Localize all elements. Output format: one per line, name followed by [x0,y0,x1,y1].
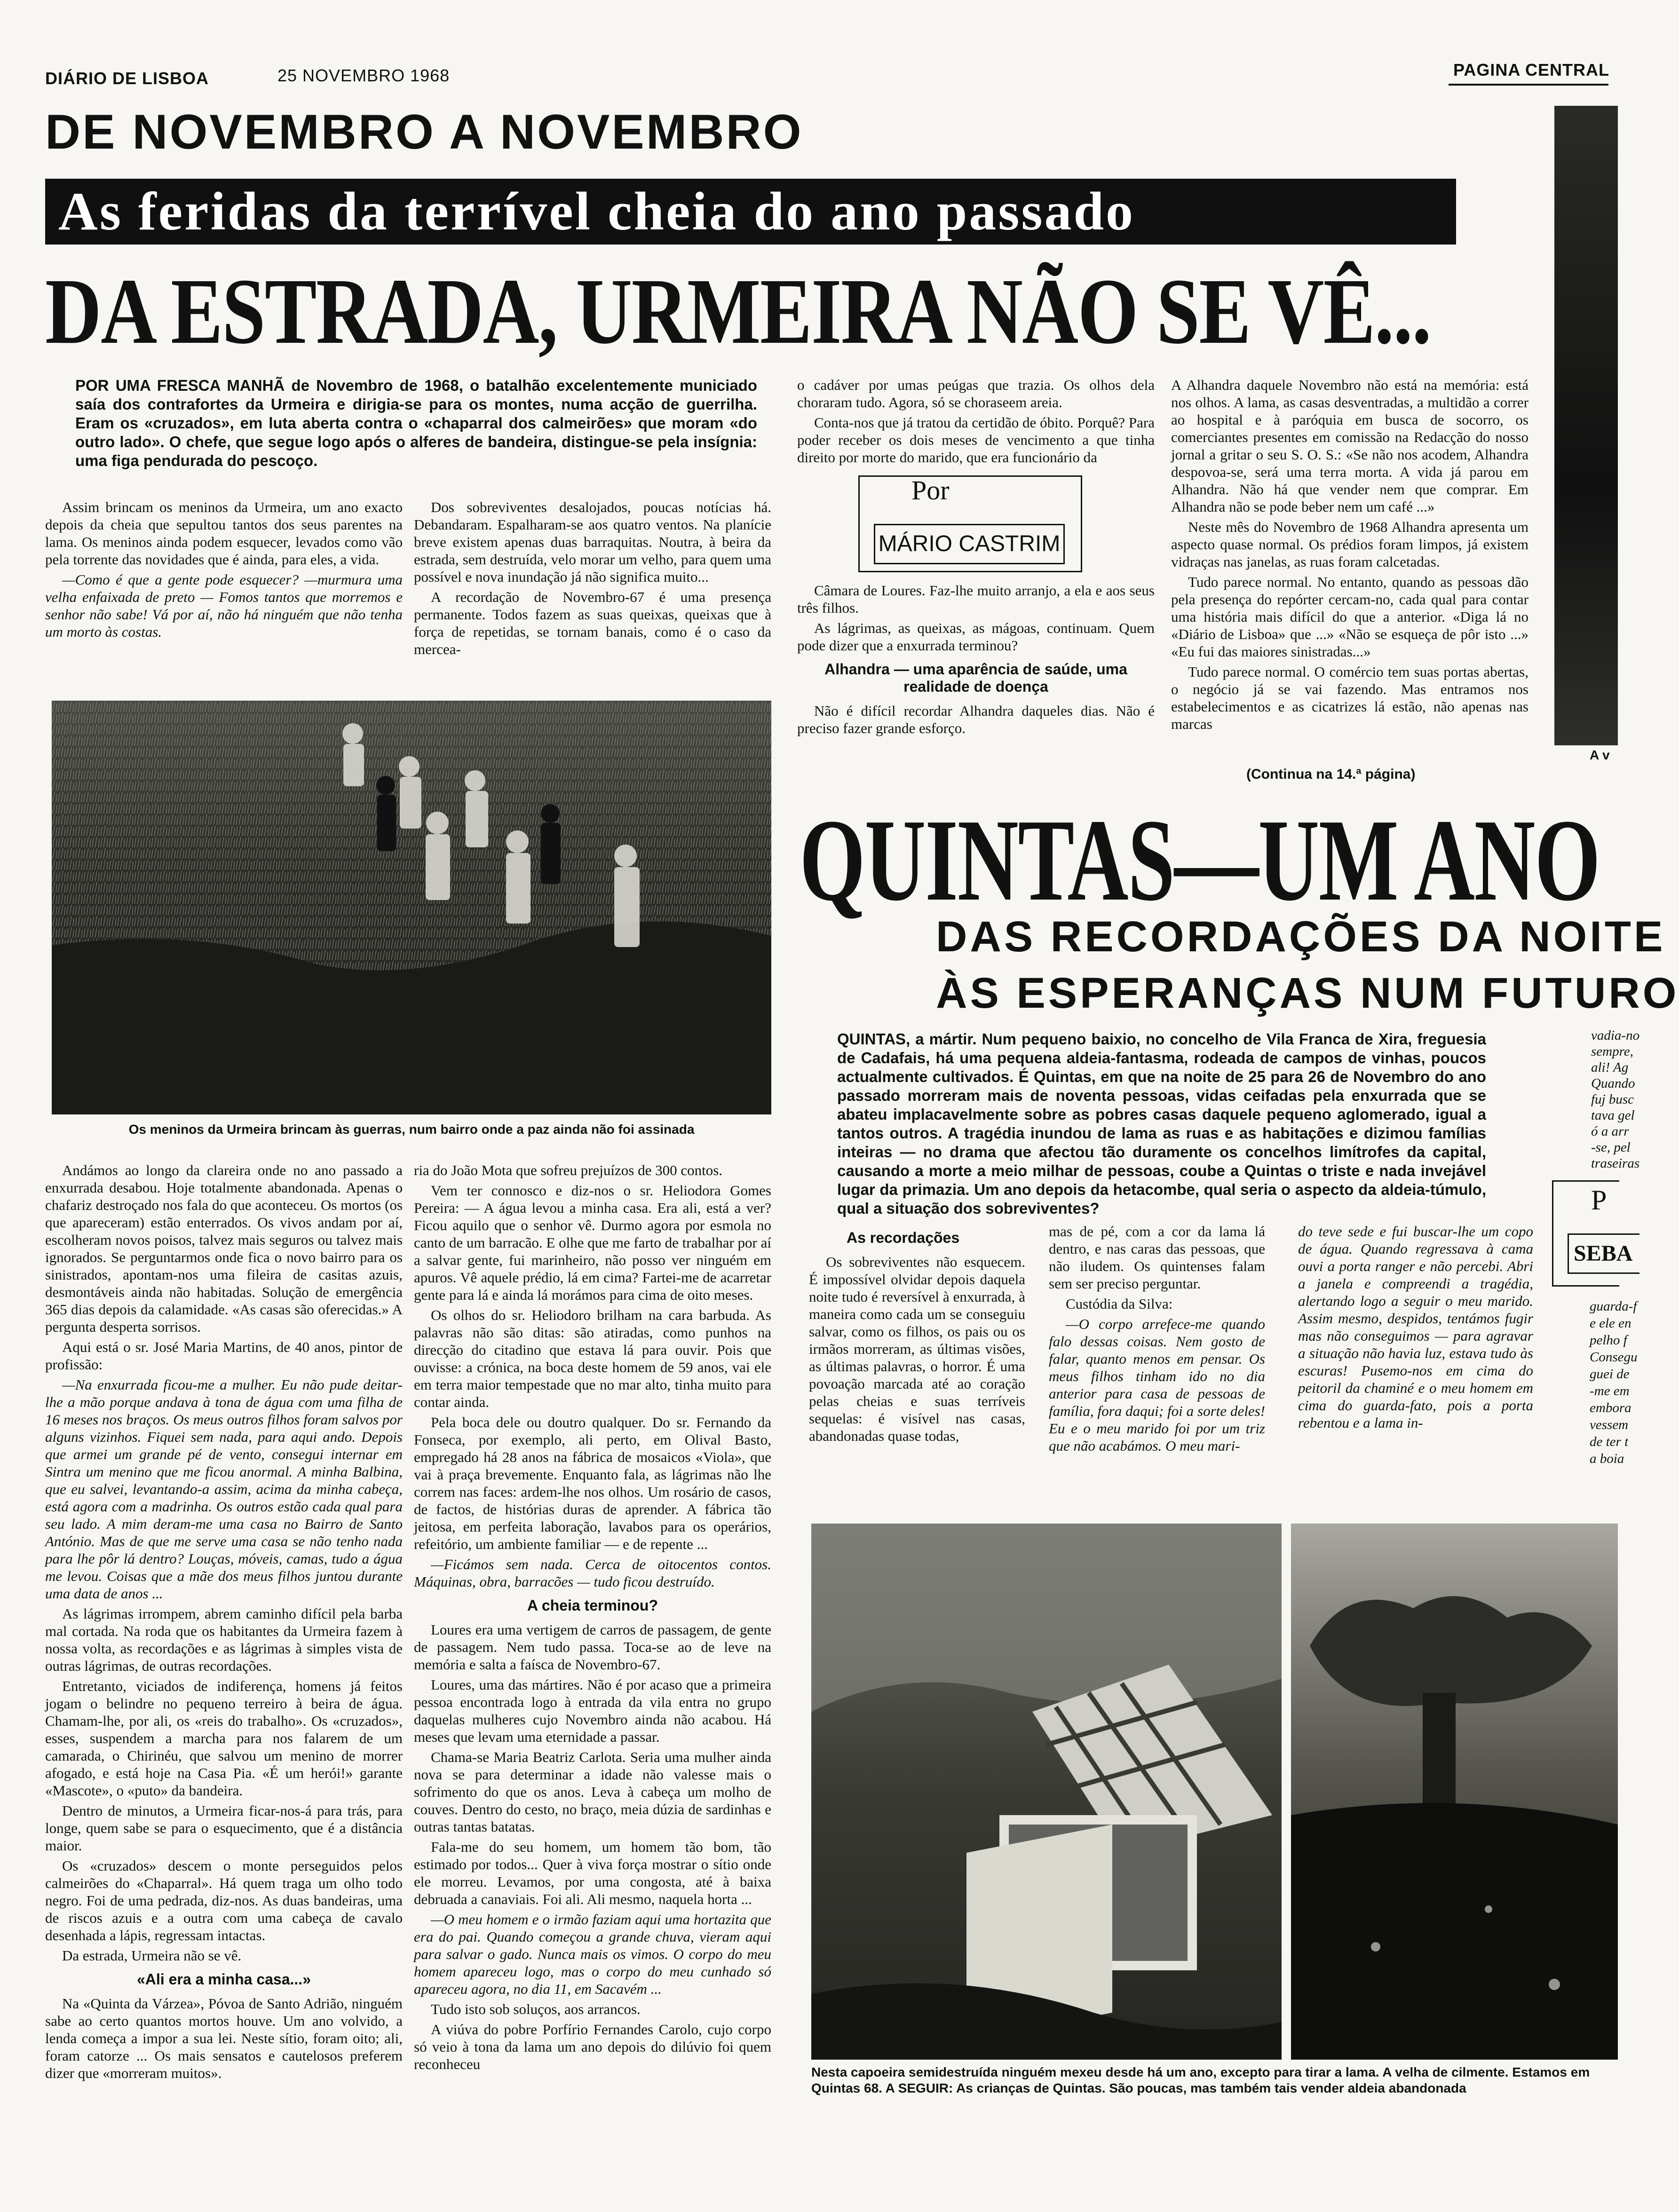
col1-paragraph: Assim brincam os meninos da Urmeira, um ano exacto depois da cheia que sepultou tantos dos seus parentes na lama. Os meninos ainda podem esquecer, levados como vão pela torrente das novidades que é ainda, para eles, a vida. [45,499,403,568]
edge-line: vessem [1590,1417,1629,1432]
edge-line: -me em [1590,1383,1630,1398]
issue-date: 25 NOVEMBRO 1968 [277,66,450,85]
lower2-paragraph: Chama-se Maria Beatriz Carlota. Seria uma mulher ainda nova se para determinar a idade não valesse mais o sofrimento do que os anos. Leva à cabeça um molho de couves. Dentro do cesto, no braço, meia dúzia de sardinhas e outras tantas batatas. [414,1749,771,1835]
lower2-paragraph: Loures era uma vertigem de carros de passagem, de gente de passagem. Nem tudo passa. Toca-se ao de leve na memória e salta a faísca de Novembro-67. [414,1621,771,1673]
edge-line: guarda-f [1590,1299,1637,1314]
edge-byline-box [1552,1180,1633,1287]
edge-line: a boia [1590,1451,1624,1466]
quintas-paragraph: mas de pé, com a cor da lama lá dentro, e nas caras das pessoas, que não iludem. Os quintenses falam sem ser preciso perguntar. [1049,1223,1265,1292]
lower2-paragraph: Vem ter connosco e diz-nos o sr. Heliodora Gomes Pereira: — A água levou a minha casa. Era ali, está a ver? Ficou aquilo que o senhor vê. Durmo agora por esmola no canto de um barracão. E olhe que me farto de trabalhar por aí a salvar gente, fui marinheiro, não posso ver ninguém em apuros. Vê aquele prédio, lá em cima? Fartei-me de acarretar gente para lá e ainda lá morámos para cima de oito meses. [414,1182,771,1303]
photo-henhouse-graphic [811,1524,1282,2060]
lower1-subheading: «Ali era a minha casa...» [137,1971,311,1988]
paper-name: DIÁRIO DE LISBOA [45,69,209,88]
edge-photo [1554,106,1618,745]
edge-column [1591,1027,1640,1171]
lower2-paragraph: —O meu homem e o irmão faziam aqui uma hortazita que era do pai. Quando começou a grande chuva, vieram aqui para salvar o gado. Nunca mais os vimos. O corpo do meu homem apareceu logo, mas o corpo do meu cunhado só apareceu agora, no dia 11, em Sacavém ... [414,1911,771,1997]
col4-paragraph: Tudo parece normal. O comércio tem suas portas abertas, o negócio já se vai fazendo. Mas entramos nos estabelecimentos e as cicatrizes lá estão, não apenas nas marcas [1171,664,1529,732]
edge-line: vadia-no [1591,1028,1640,1043]
photo-boys-playing [52,701,771,1114]
col3-paragraph: Não é difícil recordar Alhandra daqueles dias. Não é preciso fazer grande esforço. [797,703,1155,736]
quintas-paragraph: —O corpo arrefece-me quando falo dessas coisas. Nem gosto de falar, quanto menos em pensar. Os meus filhos tinham ido no dia anterior para casa de pessoas de família, fora daqui; foi a sorte deles! Eu e o meu marido foi por um triz que não acabámos. O meu mari- [1049,1316,1265,1454]
quintas-deck-2: ÀS ESPERANÇAS NUM FUTURO [936,969,1679,1017]
lower2-paragraph: —Ficámos sem nada. Cerca de oitocentos contos. Máquinas, obra, barracões — tudo ficou destruído. [414,1556,771,1590]
col4-paragraph: Tudo parece normal. No entanto, quando as pessoas dão pela presença do repórter cercam-no, cada qual para contar uma história mais difícil do que a anterior. «Diga lá no «Diário de Lisboa» que ...» «Não se esqueça de pôr isto ...» «Eu fui das maiores sinistradas...» [1171,574,1529,660]
lower2-paragraph: Os olhos do sr. Heliodoro brilham na cara barbuda. As palavras não são ditas: são atiradas, como punhos na direcção do citadino que estava lá para ouvir. Pois que ouvisse: a crónica, na boca deste homem de 59 anos, vai ele em terra maior tempestade que no mar alto, tinha muito para contar ainda. [414,1307,771,1410]
quintas-lead: QUINTAS, a mártir. Num pequeno baixio, no concelho de Vila Franca de Xira, freguesia de Cadafais, há uma pequena aldeia-fantasma, rodeada de campos de vinhas, poucos actualmente cultivados. É Quintas, em que na noite de 25 para 26 de Novembro do ano passado morreram mais de noventa pessoas, vidas ceifadas pela enxurrada que se abateu implacavelmente sobre as pobres casas daquele pequeno aglomerado, igual a tantos outros. A tragédia inundou de lama as ruas e as habitações e dizimou famílias inteiras — no drama que afectou tão duramente os concelhos limítrofes da capital, causando a morte a meio milhar de pessoas, coube a Quintas o triste e nada invejável lugar da primazia. Um ano depois da hetacombe, qual seria o aspecto da aldeia-túmulo, qual a situação dos sobreviventes? [837,1030,1486,1217]
edge-line: -se, pel [1591,1140,1631,1155]
col3-paragraph: Conta-nos que já tratou da certidão de óbito. Porquê? Para poder receber os dois meses de vencimento a que tinha direito por morte do marido, que era funcionário da [797,414,1155,466]
photo-tree-yard [1291,1524,1618,2060]
edge-byline-letter: P [1591,1185,1607,1216]
edge-line: Quando [1591,1076,1635,1091]
edge-byline-name: SEBA [1568,1233,1639,1274]
lower2-paragraph: Tudo isto sob soluços, aos arrancos. [431,2001,641,2017]
col4-paragraph: Neste mês do Novembro de 1968 Alhandra apresenta um aspecto quase normal. Os prédios foram limpos, já existem vidraças nas janelas, as ruas foram calcetadas. [1171,519,1529,570]
byline-por: Por [911,475,950,506]
column-1 [45,498,403,687]
edge-line: ali! Ag [1591,1060,1629,1075]
lower2-subheading: A cheia terminou? [527,1597,658,1614]
quintas-paragraph: do teve sede e fui buscar-lhe um copo de água. Quando regressava à cama ouvi a porta ranger e não percebi. Abri a janela e compreendi a tragédia, alertando logo a seguir o meu marido. Assim mesmo, despidos, tentámos fugir mas não conseguimos — para agravar a situação não havia luz, estava tudo às escuras! Pusemo-nos em cima do peitoril da chaminé e o meu homem em cima do guarda-fato, pois a porta rebentou e a lama in- [1298,1223,1533,1431]
quintas-paragraph: Os sobreviventes não esquecem. É impossível olvidar depois daquela noite tudo é reversível à enxurrada, à maneira como cada um se conseguiu salvar, como os filhos, os pais ou os irmãos morreram, as últimas visões, as últimas palavras, o horror. É uma povoação marcada até ao coração pelas cheias e suas terríveis sequelas: é visível nas casas, abandonadas quase todas, [809,1254,1025,1444]
edge-line: e ele en [1590,1316,1631,1331]
kicker-title: DE NOVEMBRO A NOVEMBRO [45,105,803,159]
section-label: PAGINA CENTRAL [1453,60,1609,79]
col3-paragraph: Câmara de Loures. Faz-lhe muito arranjo, a ela e aos seus três filhos. [797,582,1155,616]
lower1-paragraph: Aqui está o sr. José Maria Martins, de 40 anos, pintor de profissão: [45,1339,403,1373]
edge-line: Consegu [1590,1350,1638,1365]
section-rule [1449,84,1608,86]
quintas-headline: QUINTAS—UM ANO [800,795,1600,925]
lower1-paragraph: Os «cruzados» descem o monte perseguidos pelos calmeirões do «Chaparral». Há quem traga um olho todo negro. Foi de uma pedrada, diz-nos. As duas bandeiras, uma de riscos azuis e a outra com uma cabeça de cavalo desenhada a lápis, regressam intactas. [45,1857,403,1943]
edge-line: sempre, [1591,1044,1633,1059]
lower2-paragraph: Loures, uma das mártires. Não é por acaso que a primeira pessoa encontrada logo à entrada da vila entra no grupo daquelas mulheres cujo Novembro ainda não acabou. Há meses que levam uma eternidade a passar. [414,1676,771,1745]
column-2 [414,498,771,687]
lower1-paragraph: Da estrada, Urmeira não se vê. [62,1947,242,1964]
col3-paragraph: As lágrimas, as queixas, as mágoas, continuam. Quem pode dizer que a enxurrada terminou? [797,620,1155,654]
photo1-caption: Os meninos da Urmeira brincam às guerras, num bairro onde a paz ainda não foi assinada [128,1122,695,1137]
banner-box [45,179,1456,245]
byline-author: MÁRIO CASTRIM [874,524,1065,564]
quintas-subheading: As recordações [847,1229,960,1246]
lower2-paragraph: Fala-me do seu homem, um homem tão bom, tão estimado por todos... Quer à viva força mostrar o sítio onde ele morreu. Levamos, por uma congosta, até à baixa debruada a canaviais. Foi ali. Ali mesmo, naquela horta ... [414,1839,771,1907]
photo-boys-playing-graphic [52,701,771,1114]
edge-line: tava gel [1591,1108,1635,1123]
lead-paragraph: POR UMA FRESCA MANHÃ de Novembro de 1968, o batalhão excelentemente municiado saía dos contrafortes da Urmeira e dirigia-se para os montes, numa acção de guerrilha. Eram os «cruzados», em luta aberta contra o «chaparral dos calmeirões» que moram «do outro lado». O chefe, que segue logo após o alferes de bandeira, distingue-se pela insígnia: uma figa pendurada do pescoço. [75,377,757,469]
edge-line: traseiras [1591,1156,1640,1171]
edge-line: de ter t [1590,1434,1629,1449]
byline-box [858,475,1082,572]
lower1-paragraph: Na «Quinta da Várzea», Póvoa de Santo Adrião, ninguém sabe ao certo quantos mortos houve. Um ano volvido, a lenda começa a impor a sua lei. Neste sítio, foram oito; ali, foram catorze ... Os mais sensatos e cautelosos preferem dizer que «morreram muitos». [45,1995,403,2081]
photo-tree-yard-graphic [1291,1524,1618,2060]
col4-paragraph: A Alhandra daquele Novembro não está na memória: está nos olhos. A lama, as casas desventradas, a multidão a correr ao hospital e à paróquia em busca de socorro, os comerciantes presentes em comissão na Redacção do nosso jornal a gritar o seu S. O. S.: «Se não nos acodem, Alhandra despovoa-se, será uma terra morta. A vida já parou em Alhandra. Não há que vender nem que comprar. Em Alhandra não se pode beber nem um café ...» [1171,377,1529,515]
edge-line: ó a arr [1591,1124,1629,1139]
quintas-deck-1: DAS RECORDAÇÕES DA NOITE [936,913,1666,961]
quintas-column-b [1049,1223,1265,1519]
column-4 [1171,376,1529,752]
edge-column-2 [1590,1298,1638,1467]
photo2-caption: Nesta capoeira semidestruída ninguém mexeu desde há um ano, excepto para tirar a lama. A velha de cilmente. Estamos em Quintas 68. A SEGUIR: As crianças de Quintas. São poucas, mas também tais vender aldeia abandonada [811,2065,1590,2095]
lower1-paragraph: As lágrimas irrompem, abrem caminho difícil pela barba mal cortada. Na roda que os habitantes da Urmeira fazem à nossa volta, as recordações e as lágrimas à simples vista de outras lágrimas, de outras recordações. [45,1605,403,1674]
lower1-paragraph: Entretanto, viciados de indiferença, homens já feitos jogam o belindre no pequeno terreiro à beira de água. Chamam-lhe, por ali, os «reis do trabalho». Os «cruzados», esses, suspendem a marcha para nos falarem de um camarada, o Chirinéu, que salvou um menino de morrer afogado, e está hoje na Casa Pia. «É um herói!» garante «Mascote», o «puto» da bandeira. [45,1678,403,1799]
continued-note: (Continua na 14.ª página) [1246,766,1416,782]
lower2-paragraph: A viúva do pobre Porfírio Fernandes Carolo, cujo corpo só veio à tona da lama um ano depois do dilúvio foi quem reconheceu [414,2021,771,2072]
lower-column-2 [414,1161,771,2187]
main-headline: DA ESTRADA, URMEIRA NÃO SE VÊ... [45,260,1431,363]
edge-line: fuj busc [1591,1092,1634,1107]
lower-column-1 [45,1161,403,2187]
lower1-paragraph: Andámos ao longo da clareira onde no ano passado a enxurrada desabou. Hoje totalmente abandonada. Apenas o chafariz destroçado nos fala do que aconteceu. Os mortos (os que apareceram) estão enterrados. Os vivos andam por aí, escolheram novos poisos, talvez mais seguros ou talvez mais ignorados. Se perguntarmos onde fica o novo bairro para os sinistrados, apontam-nos uma fileira de casitas azuis, desmontáveis ainda não habitadas. Solução de emergência 365 dias depois da calamidade. «As casas são oferecidas.» A pergunta desperta sorrisos. [45,1162,403,1335]
photo-henhouse [811,1524,1282,2060]
quintas-column-c [1298,1223,1533,1519]
col2-paragraph: Dos sobreviventes desalojados, poucas notícias há. Debandaram. Espalharam-se aos quatro ventos. Na planície breve existem apenas duas barraquitas. Noutra, à beira da estrada, sem destruída, velo morar um velho, para quem uma possível e nova inundação já não significa muito... [414,499,771,585]
lower2-paragraph: Pela boca dele ou doutro qualquer. Do sr. Fernando da Fonseca, por exemplo, ali perto, em Olival Basto, empregado há 28 anos na fábrica de mosaicos «Viola», que vai à praça brevemente. Enquanto fala, as lágrimas não lhe correm nas faces: ardem-lhe nos olhos. Um rosário de casos, de factos, de histórias duras de aprender. A fábrica tão jeitosa, em perfeita laboração, lavabos para os operários, refeitório, um ambiente familiar — e de repente ... [414,1414,771,1552]
edge-line: guei de [1590,1367,1630,1382]
edge-line: embora [1590,1400,1631,1415]
lower1-paragraph: —Na enxurrada ficou-me a mulher. Eu não pude deitar-lhe a mão porque andava à tona de água com uma filha de 16 meses nos braços. Os meus outros filhos foram salvos por alguns vizinhos. Fiquei sem nada, para aqui ando. Depois que armei um grande pé de vento, consegui internar em Sintra um menino que me ficou anormal. A minha Balbina, que eu salvei, levantando-a assim, acima da minha cabeça, está agora com a madrinha. Os outros estão cada qual para seu lado. A mim deram-me uma casa no Bairro de Santo António. Mas de que me serve uma casa se não tenho nada para lhe pôr lá dentro? Louças, móveis, camas, tudo a água me levou. Coisas que a mãe dos meus filhos juntou durante uma data de anos ... [45,1376,403,1602]
banner-text: As feridas da terrível cheia do ano passado [58,182,1135,242]
quintas-paragraph: Custódia da Silva: [1066,1296,1173,1312]
col3-paragraph: o cadáver por umas peúgas que trazia. Os olhos dela choraram tudo. Agora, só se choraseem areia. [797,377,1155,411]
col3-subheading: Alhandra — uma aparência de saúde, uma realidade de doença [824,661,1127,695]
quintas-column-a [809,1223,1025,1519]
col2-paragraph: A recordação de Novembro-67 é uma presença permanente. Todos fazem as suas queixas, queixas que à força de repetidas, se tornam banais, como é o caso da mercea- [414,589,771,657]
edge-line: pelho f [1590,1333,1627,1348]
edge-photo-caption: A v [1590,748,1610,762]
lower1-paragraph: Dentro de minutos, a Urmeira ficar-nos-á para trás, para longe, quem sabe se para o esquecimento, que é a distância maior. [45,1802,403,1854]
col1-paragraph: —Como é que a gente pode esquecer? —murmura uma velha enfaixada de preto — Fomos tantos que morremos e senhor não sabe! Vá por aí, não há ninguém que não tenha um morto às costas. [45,571,403,640]
lower2-paragraph: ria do João Mota que sofreu prejuízos de 300 contos. [414,1162,723,1178]
